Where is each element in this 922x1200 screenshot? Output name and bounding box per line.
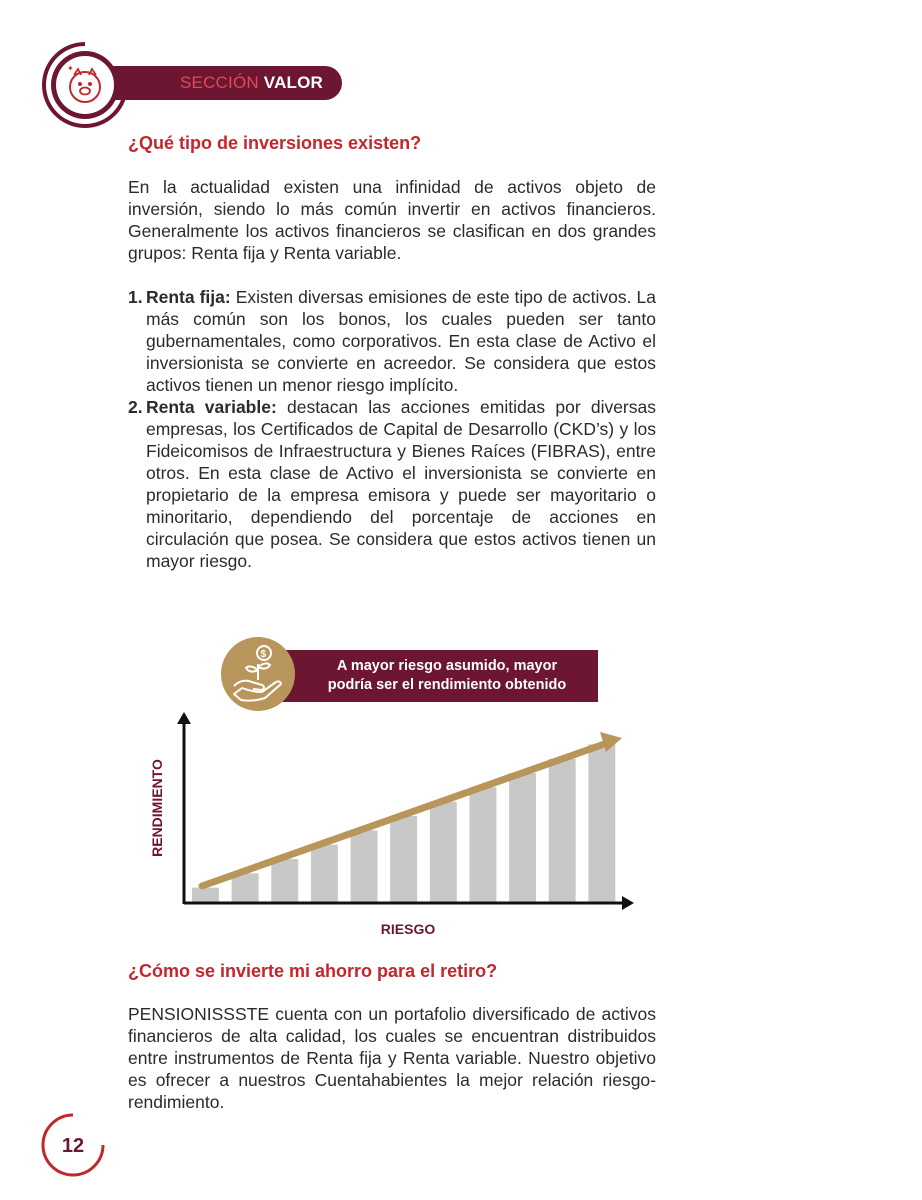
chart-bars	[192, 744, 615, 902]
y-axis-arrowhead	[177, 712, 191, 724]
list-text: Existen diversas emisiones de este tipo de activos. La más común son los bonos, los cuales pueden ser tanto gubernamentales, como corporativos. En esta clase de Activo el inversionista se convierte en acreedor. Se considera que estos activos tienen un menor riesgo implícito.	[146, 287, 656, 395]
list-term: Renta fija:	[146, 287, 231, 307]
section2-title: ¿Cómo se invierte mi ahorro para el retiro?	[128, 961, 498, 981]
section-name: VALOR	[263, 73, 324, 92]
bar-3	[271, 859, 298, 902]
investment-types-list	[128, 286, 656, 572]
svg-text:✦: ✦	[67, 64, 74, 73]
y-axis-label: RENDIMIENTO	[149, 759, 165, 857]
list-text: destacan las acciones emitidas por diversas empresas, los Certificados de Capital de Desarrollo (CKD’s) y los Fideicomisos de Infraestructura y Bienes Raíces (FIBRAS), entre otros. En esta clase de Activo el inversionista se convierte en propietario de la empresa emisora y puede ser mayoritario o minoritario, dependiendo del porcentaje de acciones en circulación que posea. Se considera que estos activos tienen un mayor riesgo.	[146, 397, 656, 571]
piggy-mascot-logo-icon	[40, 40, 130, 130]
svg-text:$: $	[260, 649, 267, 660]
page-number: 12	[61, 1135, 85, 1157]
list-item-renta-variable	[128, 396, 656, 572]
bar-5	[351, 830, 378, 902]
list-number: 1.	[128, 287, 143, 307]
bar-7	[430, 802, 457, 902]
section1-title: ¿Qué tipo de inversiones existen?	[128, 133, 422, 153]
bar-1	[192, 888, 219, 902]
list-term: Renta variable:	[146, 397, 277, 417]
bar-4	[311, 845, 338, 902]
callout-line-1: A mayor riesgo asumido, mayor	[336, 658, 558, 674]
bar-10	[549, 759, 576, 902]
section-prefix: SECCIÓN	[180, 73, 259, 92]
risk-return-callout	[272, 650, 598, 702]
section2-body: PENSIONISSSTE cuenta con un portafolio diversificado de activos financieros de alta calidad, los cuales se encuentran distribuidos entre instrumentos de Renta fija y Renta variable. Nuestro objetivo es ofrecer a nuestros Cuentahabientes la mejor relación riesgo-rendimiento.	[128, 1004, 656, 1112]
plant-in-hand-coin-icon	[220, 636, 296, 712]
list-item-renta-fija	[128, 286, 656, 396]
page-number-badge	[40, 1112, 106, 1178]
callout-line-2: podría ser el rendimiento obtenido	[327, 677, 567, 693]
risk-return-chart	[140, 708, 650, 948]
bar-8	[469, 787, 496, 902]
bar-11	[588, 744, 615, 902]
list-number: 2.	[128, 397, 143, 417]
bar-6	[390, 816, 417, 902]
x-axis-label: RIESGO	[380, 921, 436, 937]
bar-9	[509, 773, 536, 902]
section-header-title	[180, 73, 323, 93]
x-axis-arrowhead	[622, 896, 634, 910]
section1-intro: En la actualidad existen una infinidad de activos objeto de inversión, siendo lo más común invertir en activos financieros. Generalmente los activos financieros se clasifican en dos grandes grupos: Renta fija y Renta variable.	[128, 177, 656, 263]
